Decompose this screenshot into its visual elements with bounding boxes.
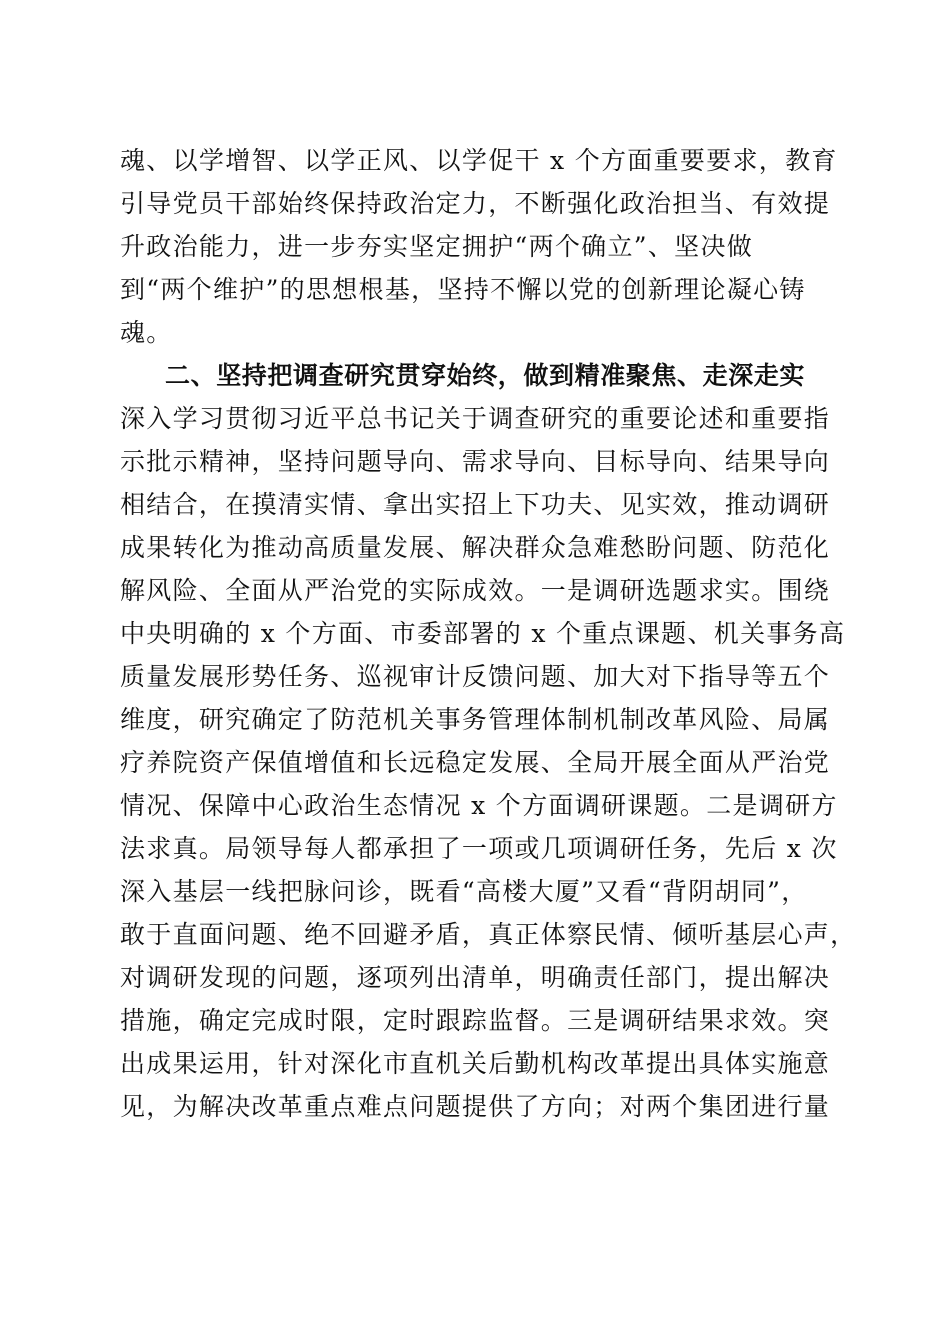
- text-line: 情况、保障中心政治生态情况 x 个方面调研课题。二是调研方: [120, 791, 838, 820]
- text-line: 成果转化为推动高质量发展、解决群众急难愁盼问题、防范化: [120, 533, 831, 562]
- text-line: 引导党员干部始终保持政治定力，不断强化政治担当、有效提: [120, 189, 831, 218]
- text-line: 到“两个维护”的思想根基，坚持不懈以党的创新理论凝心铸: [120, 275, 806, 304]
- text-line: 见，为解决改革重点难点问题提供了方向；对两个集团进行量: [120, 1092, 831, 1121]
- text-line: 出成果运用，针对深化市直机关后勤机构改革提出具体实施意: [120, 1049, 831, 1078]
- text-line: 对调研发现的问题，逐项列出清单，明确责任部门，提出解决: [120, 963, 831, 992]
- text-line: 中央明确的 x 个方面、市委部署的 x 个重点课题、机关事务高: [120, 619, 846, 648]
- text-line: 维度，研究确定了防范机关事务管理体制机制改革风险、局属: [120, 705, 831, 734]
- text-line: 敢于直面问题、绝不回避矛盾，真正体察民情、倾听基层心声，: [120, 920, 857, 949]
- text-line: 法求真。局领导每人都承担了一项或几项调研任务，先后 x 次: [120, 834, 838, 863]
- text-line: 升政治能力，进一步夯实坚定拥护“两个确立”、坚决做: [120, 232, 754, 261]
- section-heading: 二、坚持把调查研究贯穿始终，做到精准聚焦、走深走实: [165, 361, 806, 390]
- text-line: 解风险、全面从严治党的实际成效。一是调研选题求实。围绕: [120, 576, 831, 605]
- text-line: 质量发展形势任务、巡视审计反馈问题、加大对下指导等五个: [120, 662, 831, 691]
- text-line: 措施，确定完成时限，定时跟踪监督。三是调研结果求效。突: [120, 1006, 831, 1035]
- text-line: 示批示精神，坚持问题导向、需求导向、目标导向、结果导向: [120, 447, 831, 476]
- text-line: 深入学习贯彻习近平总书记关于调查研究的重要论述和重要指: [120, 404, 831, 433]
- text-line: 魂、以学增智、以学正风、以学促干 x 个方面重要要求，教育: [120, 146, 838, 175]
- text-line: 疗养院资产保值增值和长远稳定发展、全局开展全面从严治党: [120, 748, 831, 777]
- text-line: 深入基层一线把脉问诊，既看“高楼大厦”又看“背阴胡同”，: [120, 877, 808, 906]
- text-line: 相结合，在摸清实情、拿出实招上下功夫、见实效，推动调研: [120, 490, 831, 519]
- text-line: 魂。: [120, 318, 173, 347]
